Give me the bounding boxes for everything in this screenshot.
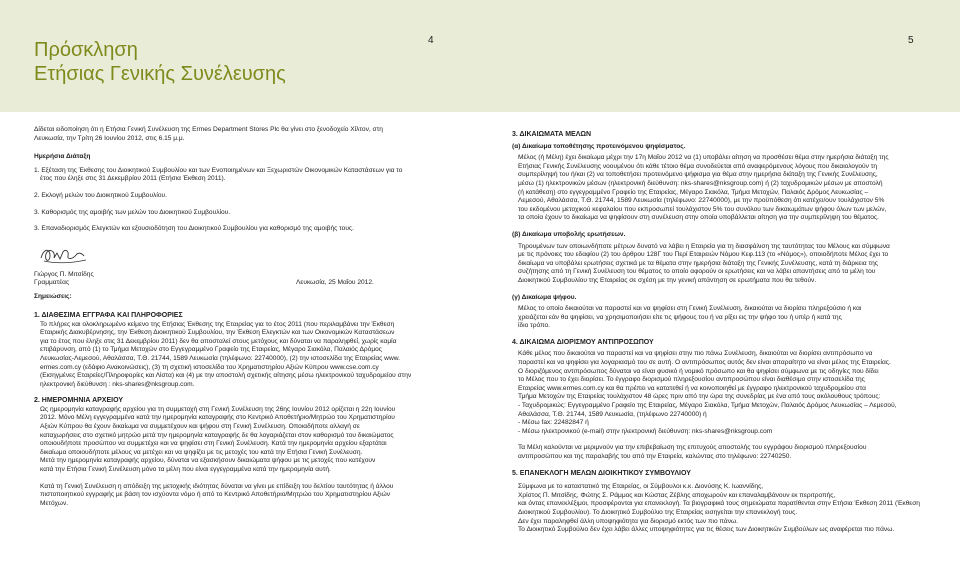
- section-3a-line: τα οποία έχουν το δικαίωμα να ψηφίσουν στη συνέλευση στην οποία υποβάλλεται αίτηση για την συμπερίληψη του θέματος.: [518, 214, 879, 222]
- note-2-line: Κατά τη Γενική Συνέλευση η απόδειξη της μετοχικής ιδιότητας δύναται να γίνει με επίδειξη του δελτίου ταυτότητας ή άλλου: [40, 482, 394, 490]
- section-4-line: Ο διοριζόμενος αντιπρόσωπος δύναται να είναι φυσικό ή νομικό πρόσωπο και θα ψηφίσει σύμφωνα με τις οδηγίες που δίδει: [518, 367, 879, 375]
- section-4-line: Αθαλάσσα, Τ.Θ. 21744, 1589 Λευκωσία, (τηλέφωνο 22740000) ή: [518, 410, 707, 418]
- section-4-line: - Μέσω fax: 22482847 ή: [518, 419, 589, 427]
- section-3b-line: συζήτησης από τη Γενική Συνέλευση του θέματος το οποίο αφορούν οι ερωτήσεις και να λάβει απαντήσεις από τα μέλη του: [518, 268, 876, 276]
- note-1-line: Το πλήρες και ολοκληρωμένο κείμενο της Ετήσιας Έκθεσης της Εταιρείας για το έτος 2011 (που περιλαμβάνει την Έκθεση: [40, 320, 395, 328]
- signer-name: Γιώργος Π. Μιτσίδης: [34, 270, 94, 278]
- note-1-title: 1. ΔΙΑΘΕΣΙΜΑ ΕΓΓΡΑΦΑ ΚΑΙ ΠΛΗΡΟΦΟΡΙΕΣ: [34, 311, 183, 319]
- section-3c-line: ίδιο τρόπο.: [518, 322, 550, 330]
- section-3a-body: [512, 154, 924, 223]
- page-number-left: 4: [428, 35, 434, 46]
- section-3b-line: με τις πρόνοιες του εδαφίου (2) του άρθρου 128Γ του Περί Εταιρειών Νόμου Κεφ.113 (το «Νόμος»), οποιοδήποτε Μέλος έχει το: [518, 251, 889, 259]
- agenda-item-4: 3. Επαναδιορισμός Ελεγκτών και εξουσιοδότηση του Διοικητικού Συμβουλίου για καθορισμό της αμοιβής τους.: [34, 225, 354, 233]
- note-2-line: Αξιών Κύπρου θα έχουν δικαίωμα να συμμετέχουν και ψήφου στη Γενική Συνέλευση. Οποιαδήποτε αλλαγή σε: [40, 423, 360, 431]
- signer-row: [34, 279, 454, 288]
- section-5-title: 5. ΕΠΑΝΕΚΛΟΓΗ ΜΕΛΩΝ ΔΙΟΙΚΗΤΙΚΟΥ ΣΥΜΒΟΥΛΙΟΥ: [512, 469, 691, 477]
- note-2-line: δικαίωμα οποιουδήποτε μέλους να μετέχει και να ψηφίζει με τις μετοχές του κατά την Ετήσια Γενική Συνέλευση.: [40, 448, 363, 456]
- section-3b-body: [512, 243, 924, 286]
- note-2-title: 2. ΗΜΕΡΟΜΗΝΙΑ ΑΡΧΕΙΟΥ: [34, 397, 124, 405]
- notes-title: Σημειώσεις:: [34, 293, 72, 301]
- section-3a-line: Μέλος (ή Μέλη) έχει δικαίωμα μέχρι την 17η Μαΐου 2012 να (1) υποβάλει αίτηση να προσθέσει θέμα στην ημερήσια διάταξη της: [518, 154, 889, 162]
- agenda-item-1-cont: έτος που έληξε στις 31 Δεκεμβρίου 2011 (Ετήσια Έκθεση 2011).: [40, 175, 226, 183]
- left-page: [34, 126, 454, 508]
- section-4-line: - Ταχυδρομικώς: Εγγεγραμμένο Γραφείο της Εταιρείας, Μέγαρο Σιακόλα, Τμήμα Μετοχών, Παλαιός Δρόμος Λευκωσίας – Λεμεσού,: [518, 402, 897, 410]
- note-2-line: Ως ημερομηνία καταγραφής αρχείου για τη συμμετοχή στη Γενική Συνέλευση της 26ης Ιουνίου 2012 ορίζεται η 22η Ιουνίου: [40, 405, 396, 413]
- section-5-line: Δεν έχει παραληφθεί άλλη υποψηφιότητα για διορισμό εκτός των πιο πάνω.: [518, 517, 738, 525]
- intro-line: Δίδεται ειδοποίηση ότι η Ετήσια Γενική Συνέλευση της Ermes Department Stores Plc θα γίνει στο ξενοδοχείο Χίλτον, στη: [34, 126, 383, 133]
- section-4-line: Τα Μέλη καλούνται να μεριμνούν για την επιβεβαίωση της επιτυχούς αποστολής του εγγράφου διορισμού πληρεξουσίου: [518, 444, 867, 452]
- place-date: Λευκωσία, 25 Μαΐου 2012.: [296, 279, 374, 287]
- section-5-line: Χρίστος Π. Μιτσίδης, Φώτης Σ. Ράμμος και Κώστας Ζέβλης αποχωρούν και επαναλαμβάνουν εκ περιτροπής,: [518, 491, 836, 499]
- section-3a-line: Ετήσιας Γενικής Συνέλευσης νοουμένου ότι κάθε τέτοιο θέμα συνοδεύεται από αναφερόμενους λόγους που δικαιολογούν τη: [518, 162, 878, 170]
- signature: [34, 244, 454, 266]
- section-5-line: Διοικητικού Συμβουλίου). Το Διοικητικό Συμβούλιο της Εταιρείας εισηγείται την επανεκλογή τους.: [518, 508, 798, 516]
- section-4-line: Τμήμα Μετοχών της Εταιρείας τουλάχιστον 48 ώρες πριν από την ώρα της συνεδρίας με ένα από τους ακόλουθους τρόπους:: [518, 393, 881, 401]
- note-1-line: ermes.com.cy (εδάφιο Ανακοινώσεις), (3) τη σχετική ιστοσελίδα του Χρηματιστηρίου Αξιών Κύπρου www.cse.com.cy: [40, 363, 379, 371]
- section-3b-line: δικαίωμα να υποβάλει ερωτήσεις σχετικά με τα θέματα στην ημερήσια διάταξη της Γενικής Συνέλευσης, κατά τη διάρκεια της: [518, 259, 878, 267]
- signer-role: Γραμματέας: [34, 279, 70, 287]
- page-title: [34, 38, 286, 86]
- page-number-right: 5: [908, 35, 914, 46]
- section-3a-line: (ή κατάθεση) στο εγγεγραμμένο Γραφείο της Εταιρείας, Μέγαρο Σιακόλα, Τμήμα Μετοχών, Παλαιός Δρόμος Λευκωσίας –: [518, 188, 869, 196]
- section-3-title: 3. ΔΙΚΑΙΩΜΑΤΑ ΜΕΛΩΝ: [512, 131, 592, 138]
- note-1-line: επιβάρυνση, από (1) το Τμήμα Μετοχών στο Εγγεγραμμένο Γραφείο της Εταιρείας, Μέγαρο Σιακόλα, Παλαιός Δρόμος: [40, 346, 382, 354]
- section-3c-line: Μέλος το οποίο δικαιούται να παραστεί και να ψηφίσει στη Γενική Συνέλευση, δικαιούται να διορίσει πληρεξούσιο ή και: [518, 305, 862, 313]
- agenda-item-3: 3. Καθορισμός της αμοιβής των μελών του Διοικητικού Συμβουλίου.: [34, 208, 231, 216]
- section-4-body: [512, 350, 924, 461]
- note-2-line: Μετόχων.: [40, 499, 69, 507]
- agenda-item-2: 2. Εκλογή μελών του Διοικητικού Συμβουλίου.: [34, 191, 167, 199]
- note-1-line: ηλεκτρονική διεύθυνση : nks-shares@nksgroup.com.: [40, 380, 195, 388]
- section-3b-title: (β) Δικαίωμα υποβολής ερωτήσεων.: [512, 230, 626, 238]
- section-4-line: Κάθε μέλος που δικαιούται να παραστεί και να ψηφίσει στην πιο πάνω Συνέλευση, δικαιούται να διορίσει αντιπρόσωπο να: [518, 350, 873, 358]
- agenda-title: Ημερήσια Διάταξη: [34, 153, 91, 161]
- intro-line: Λευκωσία, την Τρίτη 26 Ιουνίου 2012, στις 6.15 μ.μ.: [34, 134, 185, 142]
- note-1-line: Εταιρικής Διακυβέρνησης, την Έκθεση Διοικητικού Συμβουλίου, την Έκθεση Ελεγκτών και των Οικονομικών Καταστάσεων: [40, 329, 395, 337]
- section-3a-line: μέσω (1) ηλεκτρονικών μέσων (ηλεκτρονική διεύθυνση: nks-shares@nksgroup.com) ή (2) ταχυδρομικών μέσων με αποστολή: [518, 179, 883, 187]
- section-3a-title: (α) Δικαίωμα τοποθέτησης προτεινόμενου ψηφίσματος.: [512, 142, 686, 150]
- note-1-line: Λευκωσίας-Λεμεσού, Αθαλάσσα, Τ.Θ. 21744, 1589 Λευκωσία (τηλέφωνο: 22740000), (2) την ιστοσελίδα της Εταιρείας www.: [40, 354, 400, 362]
- section-4-title: 4. ΔΙΚΑΙΩΜΑ ΔΙΟΡΙΣΜΟΥ ΑΝΤΙΠΡΟΣΩΠΟΥ: [512, 338, 654, 346]
- section-4-line: παραστεί και να ψηφίσει για λογαριασμό του σε αυτή. Ο αντιπρόσωπος αυτός δεν είναι απαραίτητο να είναι μέλος της Εταιρείας.: [518, 359, 891, 367]
- note-2-line: πιστοποιητικού εγγραφής με βάση τον ισχύοντα νόμο ή από το Κεντρικό Αποθετήριο/Μητρώο του Χρηματιστηρίου Αξιών: [40, 491, 391, 499]
- section-4-line: - Μέσω ηλεκτρονικού (e-mail) στην ηλεκτρονική διεύθυνση: nks-shares@nksgroup.com: [518, 427, 773, 435]
- section-3a-line: του εκδομένου μετοχικού κεφαλαίου που εκπροσωπεί τουλάχιστον 5% του συνόλου των δικαιωμάτων ψήφου όλων των μελών,: [518, 205, 887, 213]
- agenda-item-1: 1. Εξέταση της Έκθεσης του Διοικητικού Συμβουλίου και των Ενοποιημένων και Ξεχωριστών Οικονομικών Καταστάσεων για το: [34, 166, 403, 174]
- section-3c-title: (γ) Δικαίωμα ψήφου.: [512, 293, 577, 301]
- title-line-1: Πρόσκληση: [34, 39, 138, 61]
- section-3c-line: χρειάζεται εάν θα ψηφίσει, να χρησιμοποιήσει είτε τις ψήφους του ή να ρίξει εις την ψήφο του ή υπέρ ή κατά της: [518, 313, 842, 321]
- section-3a-line: Λεμεσού, Αθαλάσσα, Τ.Θ. 21744, 1589 Λευκωσία (τηλέφωνο: 22740000), με την προϋπόθεση ότι κατέχει/ουν τουλάχιστον 5%: [518, 197, 885, 205]
- title-line-2: Ετήσιας Γενικής Συνέλευσης: [34, 63, 286, 85]
- section-4-line: αντιπροσώπου και της παραλαβής του από την Εταιρεία, καλώντας στο τηλέφωνο: 22740250.: [518, 453, 792, 460]
- section-3b-line: Διοικητικού Συμβουλίου της Εταιρείας σε σχέση με την γενική απάντηση σε ερωτήματα που θα τεθούν.: [518, 276, 817, 284]
- section-3b-line: Τηρουμένων των οποιωνδήποτε μέτρων δυνατό να λάβει η Εταιρεία για τη διασφάλιση της ταυτότητας του Μέλους και σύμφωνα: [518, 242, 890, 250]
- note-2-line: Μετά την ημερομηνία καταγραφής αρχείου, δύναται να εξασκήσουν δικαιώματα ψήφου με τις μετοχές που κατέχουν: [40, 457, 376, 465]
- section-4-line: Εταιρείας www.ermes.com.cy και θα πρέπει να κατατεθεί ή να κοινοποιηθεί με έγγραφο ηλεκτρονικού ταχυδρομείου στα: [518, 384, 866, 392]
- note-1-line: για το έτος που έληξε στις 31 Δεκεμβρίου 2011) δεν θα αποσταλεί στους μετόχους και δύναται να παραληφθεί, χωρίς καμία: [40, 337, 397, 345]
- section-4-line: το Μέλος που το έχει διορίσει. Το έγγραφο διορισμού πληρεξουσίου αντιπροσώπου είναι διαθέσιμο στην ιστοσελίδα της: [518, 376, 865, 384]
- note-2-line: 2012. Μόνο Μέλη εγγεγραμμένα κατά την ημερομηνία καταγραφής στο Κεντρικό Αποθετήριο/Μητρώο του Χρηματιστηρίου: [40, 414, 395, 422]
- section-3c-body: [512, 305, 924, 331]
- section-5-body: [512, 483, 924, 535]
- signature-image: [38, 244, 98, 266]
- note-1-body: [34, 321, 454, 390]
- section-5-line: Το Διοικητικό Συμβούλιο δεν έχει λάβει άλλες υποψηφιότητες για τις θέσεις των Διοικητικών Συμβούλων ως αναφέρεται πιο πάνω.: [518, 526, 895, 534]
- note-2-line: κατά την Ετήσια Γενική Συνέλευση μόνο τα μέλη που είναι εγγεγραμμένα κατά την ημερομηνία αυτή.: [40, 466, 331, 474]
- note-2-line: καταχωρήσεις στο σχετικό μητρώο μετά την ημερομηνία καταγραφής δε θα λογαριάζεται στον καθορισμό του δικαιώματος: [40, 431, 394, 439]
- note-2-body: [34, 406, 454, 509]
- right-page: [512, 131, 924, 535]
- section-3a-line: συμπερίληψή του ή/και (2) να τοποθετήσει προτεινόμενο ψήφισμα για θέμα στην ημερήσια διάταξη της Γενικής Συνέλευσης,: [518, 171, 878, 179]
- note-2-line: οποιουδήποτε προσώπου να συμμετέχει και να ψηφίσει στη Γενική Συνέλευση. Κατά την ημερομηνία αρχείου εξαρτάται: [40, 440, 387, 448]
- section-5-line: Σύμφωνα με το καταστατικό της Εταιρείας, οι Σύμβουλοι κ.κ. Διονύσης Κ. Ιωαννίδης,: [518, 483, 764, 491]
- section-5-line: και όντας επανεκλέξιμοι, προσφέρονται για επανεκλογή. Τα βιογραφικά τους σημειώματα παρατίθενται στην Ετήσια Έκθεση 2011 (Έκθεση: [518, 500, 920, 508]
- note-1-line: (Εισηγμένες Εταιρείες/Πληροφορίες και Λίστα) και (4) με την αποστολή σχετικής αίτησης μέσω ηλεκτρονικού ταχυδρομείου στην: [40, 372, 412, 380]
